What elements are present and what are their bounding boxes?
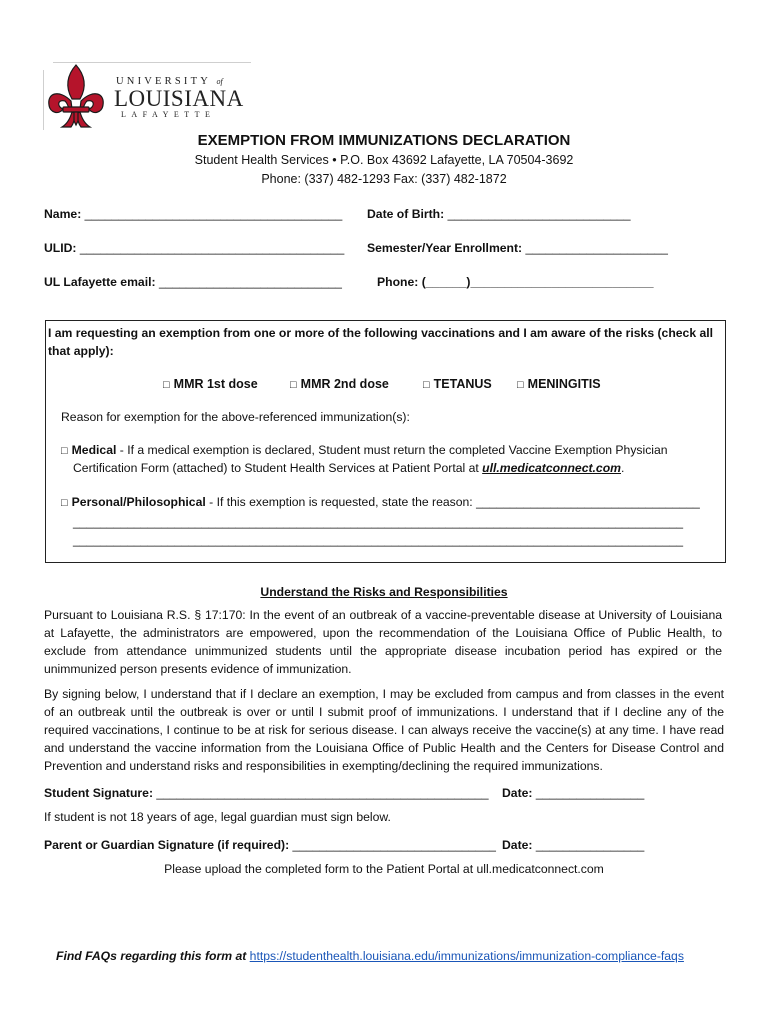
- student-signature-field[interactable]: [44, 786, 489, 800]
- email-blank[interactable]: ___________________________: [158, 275, 342, 289]
- email-label: UL Lafayette email:: [44, 275, 156, 289]
- guardian-signature-label: Parent or Guardian Signature (if required):: [44, 838, 290, 852]
- upload-note: Please upload the completed form to the Patient Portal at ull.medicatconnect.com: [164, 862, 604, 876]
- ulid-blank[interactable]: _______________________________________: [79, 241, 345, 255]
- phone-blank[interactable]: (______)___________________________: [421, 275, 654, 289]
- risks-paragraph-1: Pursuant to Louisiana R.S. § 17:170: In the event of an outbreak of a vaccine-preventable disease at University of Louisiana at Lafayette, the administrators are empowered, upon the recommendation of the Louisiana Office of Public Health, to exclude from attendance unimmunized students until the appropriate disease incubation period has expired or the unimmunized person presents evidence of immunization.: [44, 608, 722, 676]
- reason-intro: Reason for exemption for the above-referenced immunization(s):: [61, 410, 410, 424]
- personal-text: - If this exemption is requested, state the reason:: [205, 495, 477, 509]
- university-logo: [43, 62, 253, 130]
- personal-option[interactable]: [61, 493, 700, 512]
- form-title: EXEMPTION FROM IMMUNIZATIONS DECLARATION: [197, 132, 571, 149]
- vaccine-option-meningitis[interactable]: [517, 377, 601, 391]
- checkbox-icon[interactable]: □: [61, 445, 68, 457]
- contact-line: Phone: (337) 482-1293 Fax: (337) 482-1872: [261, 172, 507, 186]
- medical-text-2: Certification Form (attached) to Student Health Services at Patient Portal at: [73, 461, 483, 475]
- dob-label: Date of Birth:: [367, 207, 445, 221]
- semester-label: Semester/Year Enrollment:: [367, 241, 523, 255]
- logo-lafayette-text: LAFAYETTE: [121, 110, 216, 119]
- checkbox-icon[interactable]: □: [290, 379, 297, 391]
- guardian-signature-blank[interactable]: ______________________________: [289, 838, 496, 852]
- vaccine-label: MMR 1st dose: [173, 377, 258, 391]
- vaccine-option-mmr1[interactable]: [163, 377, 258, 391]
- vaccine-label: MENINGITIS: [527, 377, 601, 391]
- reason-line-1[interactable]: __________________________________________________________________________________________: [73, 515, 684, 529]
- dob-blank[interactable]: ___________________________: [447, 207, 631, 221]
- vaccine-label: MMR 2nd dose: [300, 377, 389, 391]
- semester-blank[interactable]: _____________________: [525, 241, 668, 255]
- student-date-field[interactable]: [502, 786, 644, 800]
- medical-option[interactable]: [61, 441, 668, 460]
- phone-field[interactable]: [377, 275, 654, 289]
- minor-note: If student is not 18 years of age, legal guardian must sign below.: [44, 810, 391, 824]
- reason-line-2[interactable]: __________________________________________________________________________________________: [73, 533, 684, 547]
- checkbox-icon[interactable]: □: [517, 379, 524, 391]
- faq-label: Find FAQs regarding this form at: [56, 949, 247, 963]
- phone-label: Phone:: [377, 275, 419, 289]
- student-signature-label: Student Signature:: [44, 786, 154, 800]
- student-signature-blank[interactable]: _________________________________________________: [153, 786, 489, 800]
- ulid-label: ULID:: [44, 241, 77, 255]
- email-field[interactable]: [44, 275, 342, 289]
- semester-field[interactable]: [367, 241, 668, 255]
- logo-louisiana-text: LOUISIANA: [114, 86, 244, 111]
- vaccine-label: TETANUS: [433, 377, 492, 391]
- vaccine-option-mmr2[interactable]: [290, 377, 389, 391]
- risks-heading: Understand the Risks and Responsibilities: [260, 585, 508, 599]
- faq-line: [56, 949, 684, 963]
- medical-option-continued: [73, 459, 624, 477]
- guardian-signature-field[interactable]: [44, 838, 496, 852]
- ulid-field[interactable]: [44, 241, 344, 255]
- checkbox-icon[interactable]: □: [163, 379, 170, 391]
- vaccine-option-tetanus[interactable]: [423, 377, 492, 391]
- checkbox-icon[interactable]: □: [61, 497, 68, 509]
- name-label: Name:: [44, 207, 82, 221]
- guardian-date-field[interactable]: [502, 838, 644, 852]
- logo-university-text: UNIVERSITY of: [116, 76, 223, 87]
- medical-text-1: - If a medical exemption is declared, Student must return the completed Vaccine Exemption Physician: [116, 443, 668, 457]
- logo-frame-left: [43, 70, 44, 130]
- fleur-de-lis-icon: [45, 63, 107, 129]
- risks-paragraph-2: By signing below, I understand that if I declare an exemption, I may be excluded from campus and from classes in the event of an outbreak until the outbreak is over or until I submit proof of immunizations. I understand that if I decline any of the required vaccinations, I continue to be at risk for serious disease. I can always receive the vaccine(s) at any time. I have read and understand the vaccine information from the Louisiana Office of Public Health and the Centers for Disease Control and Prevention and understand risks and responsibilities in exempting/declining the required immunizations.: [44, 687, 724, 773]
- name-blank[interactable]: ______________________________________: [84, 207, 343, 221]
- medical-label: Medical: [71, 443, 117, 457]
- dob-field[interactable]: [367, 207, 631, 221]
- medical-end: .: [621, 461, 625, 475]
- address-line: Student Health Services • P.O. Box 43692 Lafayette, LA 70504-3692: [194, 153, 574, 167]
- checkbox-icon[interactable]: □: [423, 379, 430, 391]
- patient-portal-link[interactable]: ull.medicatconnect.com: [482, 461, 621, 475]
- name-field[interactable]: [44, 207, 342, 221]
- date-label: Date:: [502, 786, 533, 800]
- date-label: Date:: [502, 838, 533, 852]
- personal-label: Personal/Philosophical: [71, 495, 206, 509]
- exemption-heading: I am requesting an exemption from one or more of the following vaccinations and I am aware of the risks (check all that apply):: [48, 326, 714, 358]
- faq-link[interactable]: https://studenthealth.louisiana.edu/immunizations/immunization-compliance-faqs: [249, 949, 684, 963]
- personal-reason-blank[interactable]: _________________________________: [476, 495, 700, 509]
- date-blank[interactable]: ________________: [532, 838, 645, 852]
- date-blank[interactable]: ________________: [532, 786, 645, 800]
